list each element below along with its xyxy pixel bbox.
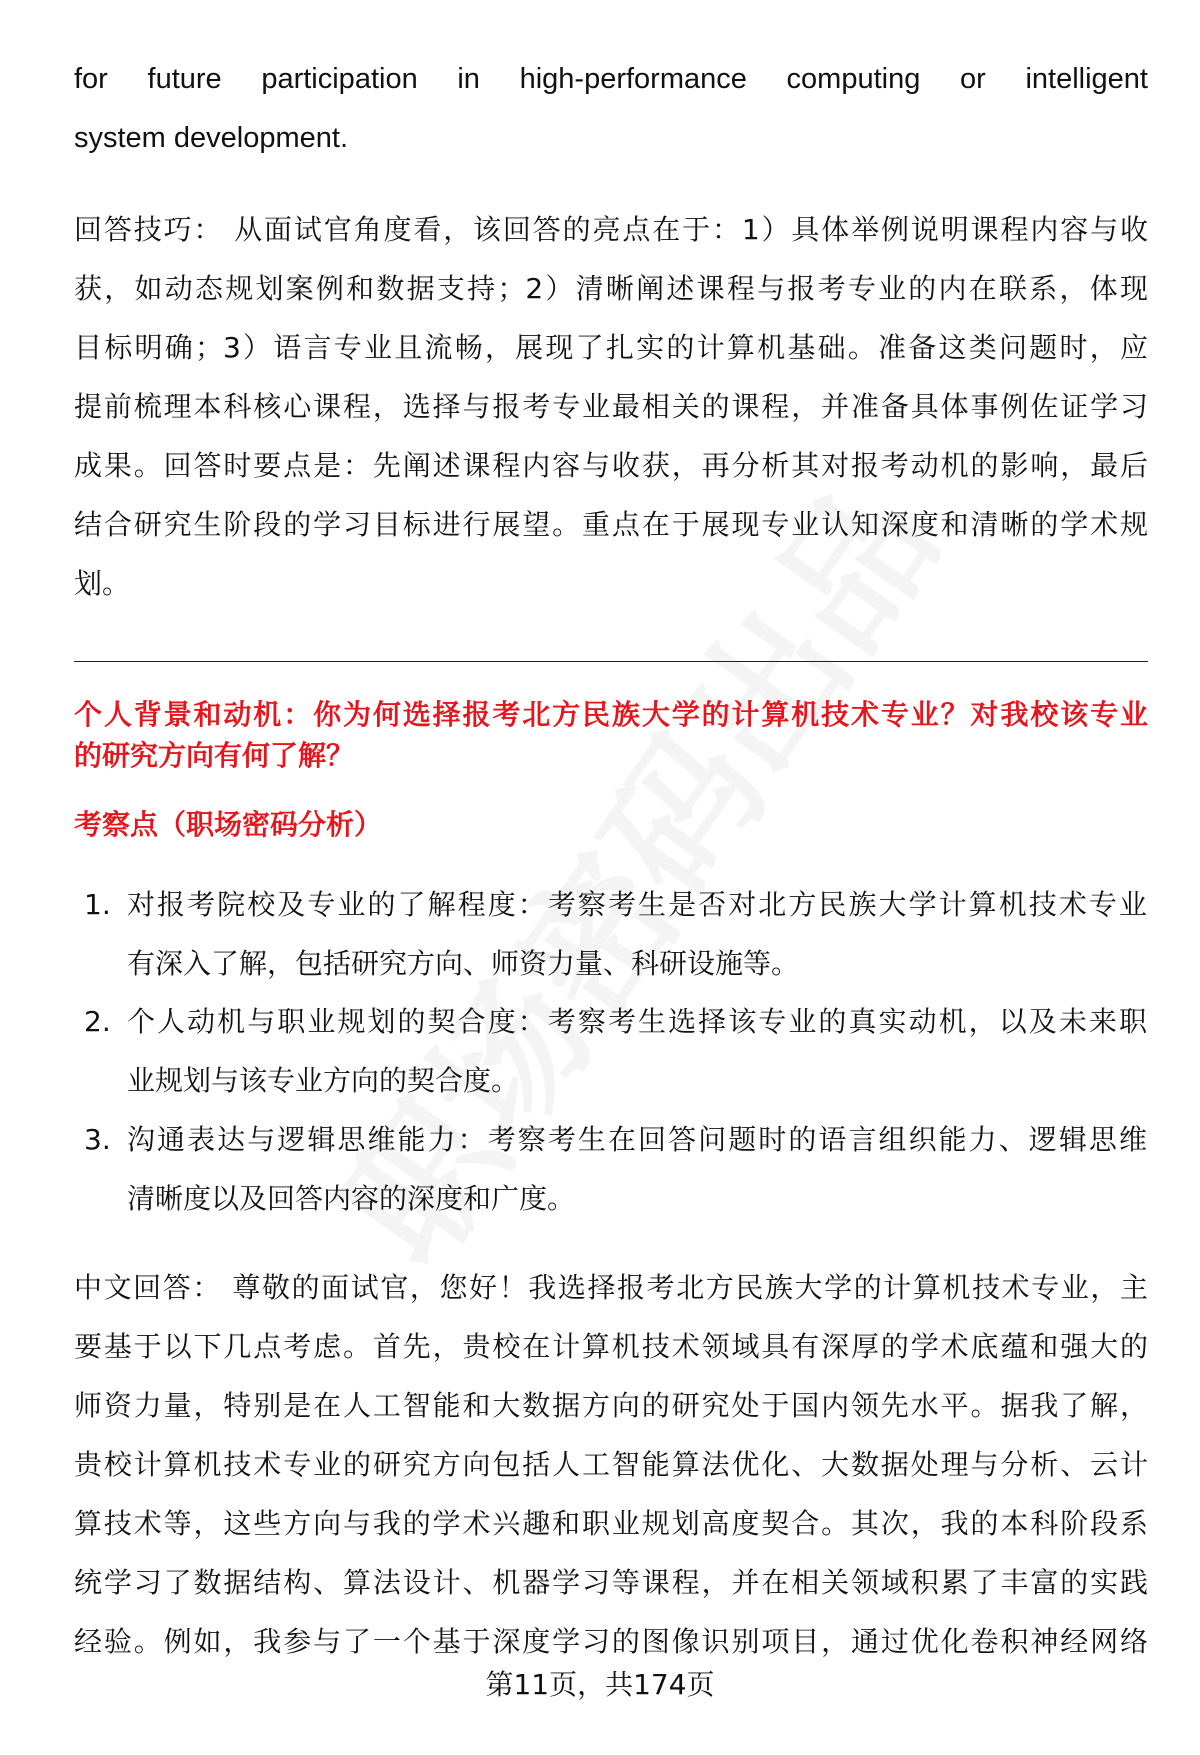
text-line: 目标明确；3）语言专业且流畅，展现了扎实的计算机基础。准备这类问题时，应 [74,331,1148,364]
text-line: 算技术等，这些方向与我的学术兴趣和职业规划高度契合。其次，我的本科阶段系 [74,1507,1148,1540]
text-line: 清晰度以及回答内容的深度和广度。 [127,1182,576,1215]
text-line: 要基于以下几点考虑。首先，贵校在计算机技术领域具有深厚的学术底蕴和强大的 [74,1330,1148,1363]
text-line: 个人动机与职业规划的契合度：考察考生选择该专业的真实动机，以及未来职 [127,1005,1147,1038]
text-line: 成果。回答时要点是：先阐述课程内容与收获，再分析其对报考动机的影响，最后 [74,449,1148,482]
list-number: 1. [84,888,111,921]
text-line: 贵校计算机技术专业的研究方向包括人工智能算法优化、大数据处理与分析、云计 [74,1448,1148,1481]
paragraph-chinese-answer [74,1258,1148,1671]
question-heading [74,694,1148,776]
text-line: 的研究方向有何了解？ [74,739,355,772]
text-line: 沟通表达与逻辑思维能力：考察考生在回答问题时的语言组织能力、逻辑思维 [127,1123,1147,1156]
text-line: 回答技巧： 从面试官角度看，该回答的亮点在于：1）具体举例说明课程内容与收 [74,213,1148,246]
text-line: 业规划与该专业方向的契合度。 [127,1064,520,1097]
paragraph-intro-end [74,50,1148,168]
text-line: for future participation in high-performance computing or intelligent [74,63,1148,95]
text-line: 师资力量，特别是在人工智能和大数据方向的研究处于国内领先水平。据我了解， [74,1389,1148,1422]
text-line: 对报考院校及专业的了解程度：考察考生是否对北方民族大学计算机技术专业 [127,888,1147,921]
text-line: 有深入了解，包括研究方向、师资力量、科研设施等。 [127,947,800,980]
list-number: 3. [84,1123,111,1156]
list-item-text [127,875,1147,993]
text-line: 经验。例如，我参与了一个基于深度学习的图像识别项目，通过优化卷积神经网络 [74,1625,1148,1658]
text-line: 中文回答： 尊敬的面试官，您好！我选择报考北方民族大学的计算机技术专业，主 [74,1271,1148,1304]
text-line: 提前梳理本科核心课程，选择与报考专业最相关的课程，并准备具体事例佐证学习 [74,390,1148,423]
list-number: 2. [84,1005,111,1038]
text-line: system development. [74,122,349,154]
list-item-text [127,1110,1147,1228]
text-line: 结合研究生阶段的学习目标进行展望。重点在于展现专业认知深度和清晰的学术规 [74,508,1148,541]
points-title: 考察点（职场密码分析） [74,808,383,841]
paragraph-answer-tips [74,200,1148,613]
text-line: 个人背景和动机：你为何选择报考北方民族大学的计算机技术专业？对我校该专业 [74,698,1148,731]
text-line: 统学习了数据结构、算法设计、机器学习等课程，并在相关领域积累了丰富的实践 [74,1566,1148,1599]
list-item-text [127,992,1147,1110]
text-line: 划。 [74,567,131,600]
text-line: 获，如动态规划案例和数据支持；2）清晰阐述课程与报考专业的内在联系，体现 [74,272,1148,305]
section-divider [74,661,1148,662]
page-number: 第11页，共174页 [485,1668,715,1701]
